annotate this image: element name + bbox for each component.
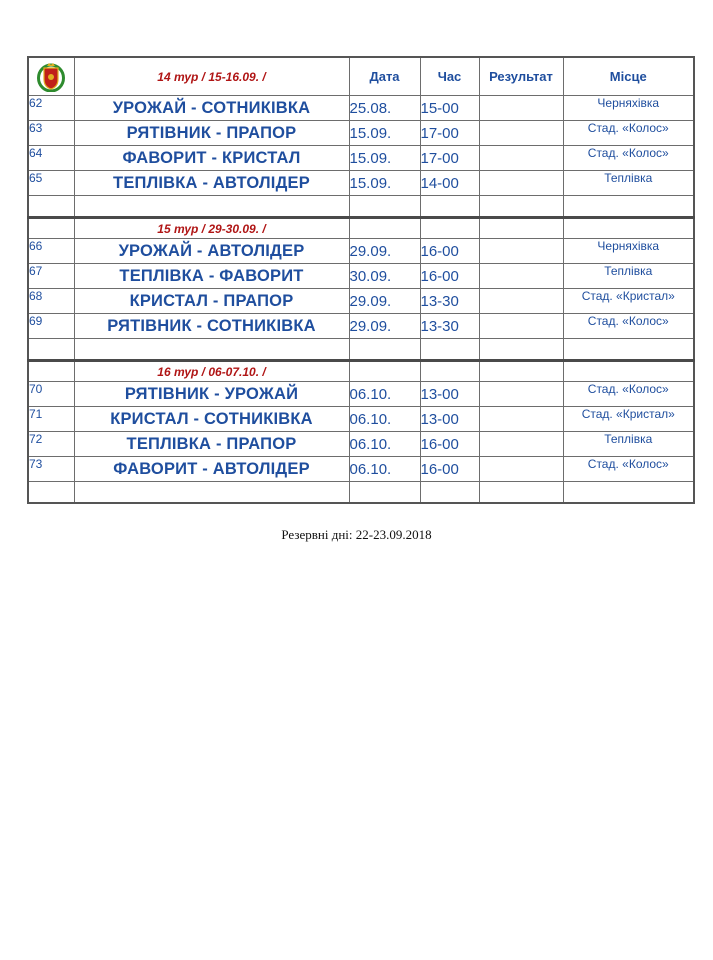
empty-cell bbox=[479, 482, 563, 504]
match-date: 06.10. bbox=[349, 407, 420, 432]
match-teams: ТЕПЛІВКА - ФАВОРИТ bbox=[74, 264, 349, 289]
match-date: 30.09. bbox=[349, 264, 420, 289]
empty-cell bbox=[420, 196, 479, 218]
blank-row bbox=[28, 339, 694, 361]
match-number: 65 bbox=[28, 171, 74, 196]
match-time: 15-00 bbox=[420, 96, 479, 121]
match-time: 13-00 bbox=[420, 382, 479, 407]
match-date: 29.09. bbox=[349, 289, 420, 314]
empty-cell bbox=[563, 361, 694, 382]
empty-cell bbox=[479, 361, 563, 382]
table-row bbox=[28, 146, 694, 171]
coat-of-arms-icon bbox=[37, 62, 65, 92]
match-venue: Стад. «Кристал» bbox=[563, 289, 694, 314]
match-time: 17-00 bbox=[420, 146, 479, 171]
match-number: 72 bbox=[28, 432, 74, 457]
match-date: 15.09. bbox=[349, 171, 420, 196]
match-result bbox=[479, 289, 563, 314]
empty-cell bbox=[28, 361, 74, 382]
empty-cell bbox=[28, 218, 74, 239]
match-time: 16-00 bbox=[420, 264, 479, 289]
match-number: 70 bbox=[28, 382, 74, 407]
match-time: 16-00 bbox=[420, 239, 479, 264]
match-number: 66 bbox=[28, 239, 74, 264]
match-teams: КРИСТАЛ - ПРАПОР bbox=[74, 289, 349, 314]
empty-cell bbox=[563, 339, 694, 361]
match-time: 13-30 bbox=[420, 289, 479, 314]
match-teams: РЯТІВНИК - УРОЖАЙ bbox=[74, 382, 349, 407]
match-result bbox=[479, 314, 563, 339]
match-time: 13-30 bbox=[420, 314, 479, 339]
match-venue: Стад. «Колос» bbox=[563, 457, 694, 482]
match-date: 15.09. bbox=[349, 121, 420, 146]
match-date: 25.08. bbox=[349, 96, 420, 121]
table-row bbox=[28, 264, 694, 289]
schedule-table bbox=[27, 56, 695, 504]
empty-cell bbox=[28, 482, 74, 504]
match-result bbox=[479, 121, 563, 146]
match-teams: РЯТІВНИК - СОТНИКІВКА bbox=[74, 314, 349, 339]
empty-cell bbox=[563, 218, 694, 239]
match-venue: Теплівка bbox=[563, 432, 694, 457]
empty-cell bbox=[349, 482, 420, 504]
match-result bbox=[479, 264, 563, 289]
match-teams: ТЕПЛІВКА - АВТОЛІДЕР bbox=[74, 171, 349, 196]
empty-cell bbox=[74, 482, 349, 504]
match-time: 13-00 bbox=[420, 407, 479, 432]
round-header-row-0 bbox=[28, 57, 694, 96]
round-title: 16 тур / 06-07.10. / bbox=[74, 361, 349, 382]
empty-cell bbox=[420, 361, 479, 382]
table-row bbox=[28, 121, 694, 146]
empty-cell bbox=[28, 339, 74, 361]
venue-column-header: Місце bbox=[563, 57, 694, 96]
empty-cell bbox=[479, 196, 563, 218]
match-venue: Стад. «Колос» bbox=[563, 382, 694, 407]
table-row bbox=[28, 96, 694, 121]
match-date: 06.10. bbox=[349, 382, 420, 407]
blank-row bbox=[28, 482, 694, 504]
match-number: 62 bbox=[28, 96, 74, 121]
match-venue: Черняхівка bbox=[563, 239, 694, 264]
match-number: 63 bbox=[28, 121, 74, 146]
table-row bbox=[28, 171, 694, 196]
empty-cell bbox=[563, 196, 694, 218]
match-teams: ФАВОРИТ - КРИСТАЛ bbox=[74, 146, 349, 171]
table-row bbox=[28, 432, 694, 457]
empty-cell bbox=[74, 196, 349, 218]
round-title: 14 тур / 15-16.09. / bbox=[74, 57, 349, 96]
empty-cell bbox=[349, 218, 420, 239]
empty-cell bbox=[349, 361, 420, 382]
empty-cell bbox=[420, 339, 479, 361]
match-teams: РЯТІВНИК - ПРАПОР bbox=[74, 121, 349, 146]
match-venue: Стад. «Колос» bbox=[563, 121, 694, 146]
match-time: 14-00 bbox=[420, 171, 479, 196]
table-row bbox=[28, 239, 694, 264]
match-result bbox=[479, 382, 563, 407]
match-date: 15.09. bbox=[349, 146, 420, 171]
emblem-cell bbox=[28, 57, 74, 96]
round-title: 15 тур / 29-30.09. / bbox=[74, 218, 349, 239]
empty-cell bbox=[479, 339, 563, 361]
match-time: 16-00 bbox=[420, 457, 479, 482]
match-number: 71 bbox=[28, 407, 74, 432]
match-teams: УРОЖАЙ - СОТНИКІВКА bbox=[74, 96, 349, 121]
date-column-header: Дата bbox=[349, 57, 420, 96]
empty-cell bbox=[479, 218, 563, 239]
match-result bbox=[479, 457, 563, 482]
match-number: 67 bbox=[28, 264, 74, 289]
match-number: 69 bbox=[28, 314, 74, 339]
empty-cell bbox=[349, 196, 420, 218]
match-result bbox=[479, 96, 563, 121]
empty-cell bbox=[563, 482, 694, 504]
match-date: 06.10. bbox=[349, 457, 420, 482]
table-row bbox=[28, 289, 694, 314]
match-result bbox=[479, 146, 563, 171]
empty-cell bbox=[74, 339, 349, 361]
match-teams: КРИСТАЛ - СОТНИКІВКА bbox=[74, 407, 349, 432]
match-result bbox=[479, 239, 563, 264]
empty-cell bbox=[349, 339, 420, 361]
match-teams: УРОЖАЙ - АВТОЛІДЕР bbox=[74, 239, 349, 264]
table-row bbox=[28, 407, 694, 432]
match-venue: Стад. «Колос» bbox=[563, 314, 694, 339]
match-date: 29.09. bbox=[349, 239, 420, 264]
empty-cell bbox=[420, 482, 479, 504]
match-date: 06.10. bbox=[349, 432, 420, 457]
match-venue: Теплівка bbox=[563, 171, 694, 196]
match-number: 68 bbox=[28, 289, 74, 314]
empty-cell bbox=[28, 196, 74, 218]
table-row bbox=[28, 382, 694, 407]
match-venue: Черняхівка bbox=[563, 96, 694, 121]
blank-row bbox=[28, 196, 694, 218]
reserve-days-note: Резервні дні: 22-23.09.2018 bbox=[281, 527, 432, 542]
round-header-row-2 bbox=[28, 361, 694, 382]
match-time: 16-00 bbox=[420, 432, 479, 457]
match-result bbox=[479, 171, 563, 196]
match-venue: Стад. «Кристал» bbox=[563, 407, 694, 432]
match-result bbox=[479, 432, 563, 457]
match-time: 17-00 bbox=[420, 121, 479, 146]
match-teams: ТЕПЛІВКА - ПРАПОР bbox=[74, 432, 349, 457]
match-venue: Теплівка bbox=[563, 264, 694, 289]
match-venue: Стад. «Колос» bbox=[563, 146, 694, 171]
result-column-header: Результат bbox=[479, 57, 563, 96]
match-number: 73 bbox=[28, 457, 74, 482]
match-teams: ФАВОРИТ - АВТОЛІДЕР bbox=[74, 457, 349, 482]
round-header-row-1 bbox=[28, 218, 694, 239]
match-date: 29.09. bbox=[349, 314, 420, 339]
match-number: 64 bbox=[28, 146, 74, 171]
table-row bbox=[28, 457, 694, 482]
match-result bbox=[479, 407, 563, 432]
time-column-header: Час bbox=[420, 57, 479, 96]
empty-cell bbox=[420, 218, 479, 239]
table-row bbox=[28, 314, 694, 339]
